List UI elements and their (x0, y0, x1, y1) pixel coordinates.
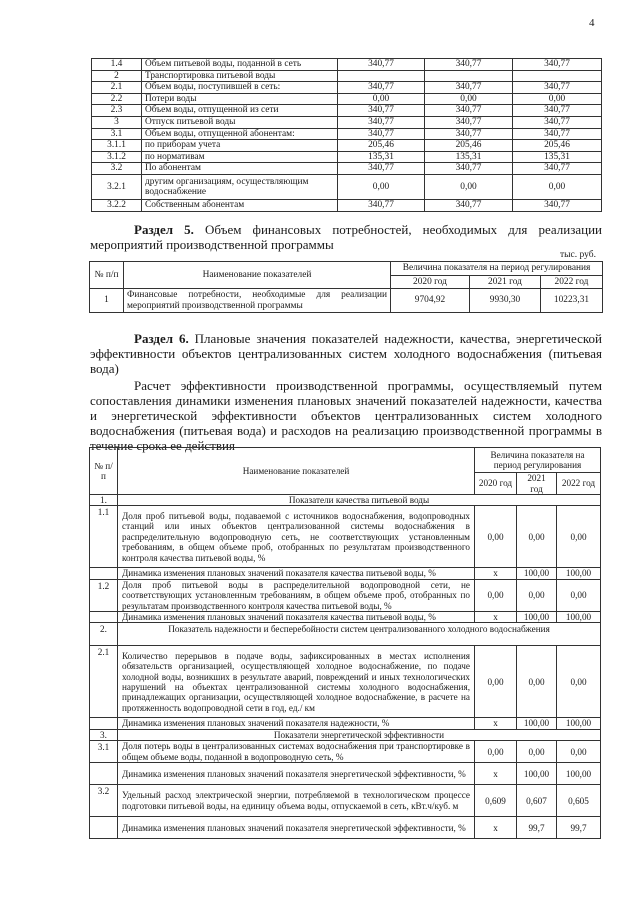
table-row (92, 174, 602, 199)
table-row (90, 646, 601, 718)
dynamics-row (90, 817, 601, 839)
value-2021: 100,00 (517, 763, 557, 785)
header-name: Наименование показателей (118, 448, 475, 495)
table-row (90, 506, 601, 568)
value-2022: 0,00 (557, 506, 601, 568)
row-name: Собственным абонентам (142, 199, 338, 211)
value-2021: 100,00 (517, 612, 557, 623)
header-year-2021: 2021 год (517, 473, 557, 495)
row-name: Финансовые потребности, необходимые для реализации мероприятий производственной программы (124, 289, 391, 313)
value-2021: 0,00 (425, 93, 513, 105)
value-2020: 340,77 (338, 128, 425, 140)
group-title: Показатели качества питьевой воды (118, 495, 601, 506)
value-2022: 100,00 (557, 763, 601, 785)
table-row (92, 163, 602, 175)
value-2021: 340,77 (425, 199, 513, 211)
section-6-paragraph: Расчет эффективности производственной программы, осуществляемый путем сопоставления динамики изменения плановых значений показателей надежности, качества и энергетической эффективности объектов централизованных систем холодного водоснабжения (питьевая вода) и расходов на реализацию производственной программы в течение срока ее действия (90, 378, 602, 453)
value-2021: 135,31 (425, 151, 513, 163)
row-name: По абонентам (142, 163, 338, 175)
value-2021: 0,607 (517, 785, 557, 817)
value-2022: 0,00 (513, 93, 602, 105)
value-2022: 0,605 (557, 785, 601, 817)
value-2021: 100,00 (517, 718, 557, 729)
section-5-label: Раздел 5. (134, 222, 194, 237)
row-number: 1.1 (90, 506, 118, 568)
row-name: Доля потерь воды в централизованных системах водоснабжения при транспортировке в общем объеме воды, поданной в водопроводную сеть, % (118, 741, 475, 763)
table-row (92, 128, 602, 140)
table-row (92, 70, 602, 82)
row-number: 3.2.1 (92, 174, 142, 199)
value-2021: 9930,30 (470, 289, 541, 313)
value-2020: х (475, 718, 517, 729)
value-2022: 340,77 (513, 163, 602, 175)
row-name: другим организациям, осуществляющим водоснабжение (142, 174, 338, 199)
row-name: Отпуск питьевой воды (142, 116, 338, 128)
section-6-label: Раздел 6. (134, 331, 189, 346)
header-year-2022: 2022 год (557, 473, 601, 495)
value-2022: 10223,31 (541, 289, 603, 313)
value-2021: 0,00 (517, 646, 557, 718)
row-name: Динамика изменения плановых значений показателя энергетической эффективности, % (118, 763, 475, 785)
value-2020: 340,77 (338, 82, 425, 94)
row-number: 3.2 (90, 785, 118, 817)
value-2022: 340,77 (513, 128, 602, 140)
value-2020: 9704,92 (391, 289, 470, 313)
value-2021: 0,00 (517, 741, 557, 763)
table-row (90, 289, 603, 313)
table-row (92, 82, 602, 94)
group-number: 1. (90, 495, 118, 506)
value-2020: 0,00 (475, 506, 517, 568)
value-2020 (338, 70, 425, 82)
header-no: № п/п (90, 262, 124, 289)
value-2022: 0,00 (557, 646, 601, 718)
value-2021: 340,77 (425, 116, 513, 128)
row-name: Доля проб питьевой воды в распределительной водопроводной сети, не соответствующих установленным требованиям, в общем объеме проб, отобранных по результатам производственного контроля качества питьевой воды, % (118, 579, 475, 611)
value-2020: 0,00 (475, 579, 517, 611)
indicators-table (89, 447, 601, 839)
value-2022: 340,77 (513, 116, 602, 128)
header-no: № п/п (90, 448, 118, 495)
value-2020: 340,77 (338, 199, 425, 211)
section-6-heading (90, 331, 602, 376)
row-name: Доля проб питьевой воды, подаваемой с источников водоснабжения, водопроводных станций или иных объектов централизованной системы водоснабжения в распределительную водопроводную сеть, не соответствующих установленным требованиям, в общем объеме проб, отобранных по результатам производственного контроля качества питьевой воды, % (118, 506, 475, 568)
dynamics-row (90, 568, 601, 579)
row-number: 2 (92, 70, 142, 82)
value-2022: 340,77 (513, 199, 602, 211)
value-2021: 100,00 (517, 568, 557, 579)
value-2020: 135,31 (338, 151, 425, 163)
value-2020: 0,00 (475, 741, 517, 763)
value-2022: 205,46 (513, 140, 602, 152)
row-number: 2.2 (92, 93, 142, 105)
group-title: Показатель надежности и бесперебойности систем централизованного холодного водоснабжения (118, 623, 601, 646)
value-2020: х (475, 568, 517, 579)
row-name: Потери воды (142, 93, 338, 105)
value-2020: 340,77 (338, 116, 425, 128)
dynamics-row (90, 612, 601, 623)
value-2020: 340,77 (338, 59, 425, 71)
value-2020: 0,609 (475, 785, 517, 817)
header-year-2020: 2020 год (391, 276, 470, 289)
row-number: 3.2.2 (92, 199, 142, 211)
row-name: Объем воды, отпущенной из сети (142, 105, 338, 117)
row-number: 3.1 (90, 741, 118, 763)
row-name: Динамика изменения плановых значений показателя качества питьевой воды, % (118, 568, 475, 579)
value-2021: 340,77 (425, 59, 513, 71)
table-row (92, 59, 602, 71)
value-2022: 340,77 (513, 82, 602, 94)
table-row (90, 579, 601, 611)
value-2022 (513, 70, 602, 82)
dynamics-row (90, 718, 601, 729)
value-2020: х (475, 612, 517, 623)
table-row (90, 741, 601, 763)
row-name: Динамика изменения плановых значений показателя надежности, % (118, 718, 475, 729)
table-row (92, 105, 602, 117)
group-number: 2. (90, 623, 118, 646)
header-year-2020: 2020 год (475, 473, 517, 495)
value-2022: 100,00 (557, 718, 601, 729)
row-number: 3.1.2 (92, 151, 142, 163)
value-2020: 0,00 (338, 93, 425, 105)
row-name: Динамика изменения плановых значений показателя энергетической эффективности, % (118, 817, 475, 839)
value-2021: 99,7 (517, 817, 557, 839)
row-name: Удельный расход электрической энергии, потребляемой в технологическом процессе подготовки питьевой воды, на единицу объема воды, отпускаемой в сеть, кВт.ч/куб. м (118, 785, 475, 817)
value-2020: х (475, 763, 517, 785)
value-2020: 340,77 (338, 105, 425, 117)
table-row (92, 151, 602, 163)
value-2020: х (475, 817, 517, 839)
row-name: по нормативам (142, 151, 338, 163)
row-name: по приборам учета (142, 140, 338, 152)
table-row (92, 140, 602, 152)
section-5-title: Объем финансовых потребностей, необходимых для реализации мероприятий производственной программы (90, 222, 603, 252)
value-2022: 340,77 (513, 59, 602, 71)
value-2020: 205,46 (338, 140, 425, 152)
header-value: Величина показателя на период регулирования (391, 262, 603, 276)
value-2021: 340,77 (425, 82, 513, 94)
header-value: Величина показателя на период регулирования (475, 448, 601, 473)
row-name: Транспортировка питьевой воды (142, 70, 338, 82)
row-number: 2.1 (92, 82, 142, 94)
row-number: 1.4 (92, 59, 142, 71)
value-2020: 0,00 (338, 174, 425, 199)
row-name: Объем воды, поступившей в сеть: (142, 82, 338, 94)
group-title: Показатели энергетической эффективности (118, 729, 601, 740)
value-2022: 100,00 (557, 568, 601, 579)
row-name: Объем питьевой воды, поданной в сеть (142, 59, 338, 71)
table-row (92, 116, 602, 128)
value-2022: 0,00 (557, 579, 601, 611)
header-name: Наименование показателей (124, 262, 391, 289)
financial-needs-table (89, 261, 603, 313)
value-2022: 340,77 (513, 105, 602, 117)
value-2021: 0,00 (425, 174, 513, 199)
row-name: Количество перерывов в подаче воды, зафиксированных в местах исполнения обязательств организацией, осуществляющей холодное водоснабжение, по подаче холодной воды, возникших в результате аварий, повреждений и иных технологических нарушений на объектах централизованной системы холодного водоснабжения, принадлежащих организации, осуществляющей холодное водоснабжение, в расчете на протяженность водопроводной сети в год, ед./ км (118, 646, 475, 718)
row-number: 2.1 (90, 646, 118, 718)
unit-label: тыс. руб. (560, 250, 596, 260)
table-row (92, 93, 602, 105)
dynamics-row (90, 763, 601, 785)
table-row (92, 199, 602, 211)
water-volume-table (91, 58, 602, 212)
page-number: 4 (589, 17, 595, 29)
value-2021: 340,77 (425, 128, 513, 140)
row-number: 3.1.1 (92, 140, 142, 152)
group-row-reliability (90, 623, 601, 646)
value-2020: 0,00 (475, 646, 517, 718)
section-6-title: Плановые значения показателей надежности, качества, энергетической эффективности объектов централизованных систем холодного водоснабжения (питьевая вода) (90, 331, 602, 376)
header-year-2021: 2021 год (470, 276, 541, 289)
row-name: Динамика изменения плановых значений показателя качества питьевой воды, % (118, 612, 475, 623)
row-number: 1 (90, 289, 124, 313)
group-row-energy (90, 729, 601, 740)
value-2021 (425, 70, 513, 82)
value-2021: 340,77 (425, 105, 513, 117)
group-number: 3. (90, 729, 118, 740)
value-2022: 0,00 (513, 174, 602, 199)
section-5-heading (90, 222, 602, 252)
value-2021: 205,46 (425, 140, 513, 152)
row-number: 3.1 (92, 128, 142, 140)
row-name: Объем воды, отпущенной абонентам: (142, 128, 338, 140)
row-number: 3 (92, 116, 142, 128)
header-year-2022: 2022 год (541, 276, 603, 289)
value-2020: 340,77 (338, 163, 425, 175)
table-row (90, 785, 601, 817)
value-2021: 340,77 (425, 163, 513, 175)
row-number: 1.2 (90, 579, 118, 611)
value-2022: 135,31 (513, 151, 602, 163)
value-2021: 0,00 (517, 579, 557, 611)
group-row-quality (90, 495, 601, 506)
row-number: 3.2 (92, 163, 142, 175)
value-2022: 100,00 (557, 612, 601, 623)
value-2022: 99,7 (557, 817, 601, 839)
row-number: 2.3 (92, 105, 142, 117)
value-2021: 0,00 (517, 506, 557, 568)
value-2022: 0,00 (557, 741, 601, 763)
